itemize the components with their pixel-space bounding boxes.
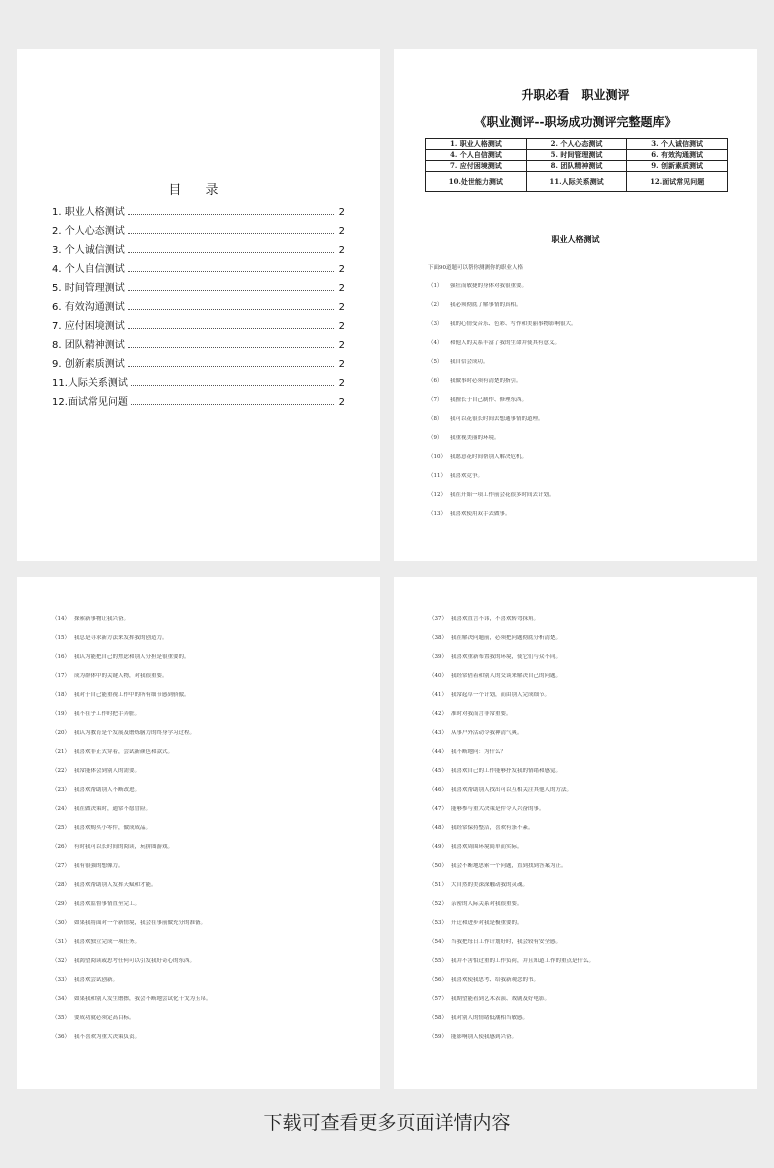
question-item bbox=[52, 806, 352, 825]
toc-item-page: 2 bbox=[338, 245, 345, 256]
question-text: 成为群体中的关键人物，对我很重要。 bbox=[74, 673, 168, 679]
question-item bbox=[52, 749, 352, 768]
question-number: （18） bbox=[52, 692, 70, 698]
question-text: 探索新事物让我兴奋。 bbox=[74, 616, 130, 622]
toc-item-label: 3. 个人诚信测试 bbox=[52, 245, 125, 256]
toc-list bbox=[52, 199, 345, 408]
question-item bbox=[429, 958, 729, 977]
question-item bbox=[52, 1034, 352, 1053]
question-text: 要成功就必须定高目标。 bbox=[74, 1015, 135, 1021]
question-text: 我常起草一个计划，而由别人完成细节。 bbox=[451, 692, 551, 698]
question-item bbox=[428, 359, 728, 378]
toc-item[interactable] bbox=[52, 237, 345, 256]
question-text: 我常能体会到别人的需要。 bbox=[74, 768, 141, 774]
question-number: （14） bbox=[52, 616, 70, 622]
question-item bbox=[428, 397, 728, 416]
category-cell: 11.人际关系测试 bbox=[526, 172, 627, 192]
toc-leader-dots bbox=[128, 271, 334, 272]
question-text: 我喜欢帮助别人发挥天赋和才能。 bbox=[74, 882, 157, 888]
question-number: （48） bbox=[429, 825, 447, 831]
question-item bbox=[52, 654, 352, 673]
question-number: （5） bbox=[428, 359, 443, 365]
question-item bbox=[52, 996, 352, 1015]
question-item bbox=[429, 863, 729, 882]
question-text: 我愿意花时间帮别人解决危机。 bbox=[450, 454, 528, 460]
category-cell: 1. 职业人格测试 bbox=[426, 139, 527, 150]
toc-item[interactable] bbox=[52, 313, 345, 332]
toc-item[interactable] bbox=[52, 218, 345, 237]
question-item bbox=[428, 378, 728, 397]
question-number: （44） bbox=[429, 749, 447, 755]
question-text: 我喜欢使用双手去做事。 bbox=[450, 511, 511, 517]
question-item bbox=[429, 901, 729, 920]
question-number: （54） bbox=[429, 939, 447, 945]
toc-item-page: 2 bbox=[338, 340, 345, 351]
question-item bbox=[429, 825, 729, 844]
question-number: （6） bbox=[428, 378, 443, 384]
toc-page bbox=[17, 49, 380, 561]
category-cell: 4. 个人自信测试 bbox=[426, 150, 527, 161]
question-number: （24） bbox=[52, 806, 70, 812]
question-text: 我在解决问题前，必须把问题彻底分析清楚。 bbox=[451, 635, 562, 641]
question-item bbox=[429, 1034, 729, 1053]
toc-item-page: 2 bbox=[338, 378, 345, 389]
question-item bbox=[429, 806, 729, 825]
question-item bbox=[428, 321, 728, 340]
question-item bbox=[428, 283, 728, 302]
question-number: （59） bbox=[429, 1034, 447, 1040]
question-text: 我期望能看到艺术表演、戏剧及好电影。 bbox=[451, 996, 551, 1002]
question-text: 强壮而敏捷的身体对我很重要。 bbox=[450, 283, 528, 289]
question-text: 我喜欢独立完成一项任务。 bbox=[74, 939, 141, 945]
toc-leader-dots bbox=[131, 385, 334, 386]
toc-item-label: 11.人际关系测试 bbox=[52, 378, 128, 389]
question-item bbox=[429, 673, 729, 692]
question-item bbox=[52, 882, 352, 901]
question-number: （22） bbox=[52, 768, 70, 774]
toc-item[interactable] bbox=[52, 256, 345, 275]
question-text: 我不在乎工作时把手弄脏。 bbox=[74, 711, 141, 717]
toc-item-page: 2 bbox=[338, 283, 345, 294]
question-item bbox=[52, 711, 352, 730]
footer-download-note: 下载可查看更多页面详情内容 bbox=[263, 1112, 511, 1134]
question-list bbox=[52, 616, 352, 1053]
question-number: （45） bbox=[429, 768, 447, 774]
toc-item-page: 2 bbox=[338, 207, 345, 218]
question-list bbox=[429, 616, 729, 1053]
question-item bbox=[429, 635, 729, 654]
question-item bbox=[429, 730, 729, 749]
question-text: 我有很强的想像力。 bbox=[74, 863, 124, 869]
toc-title: 目 录 bbox=[168, 183, 229, 198]
question-item bbox=[52, 768, 352, 787]
category-cell: 7. 应付困境测试 bbox=[426, 161, 527, 172]
category-row bbox=[426, 139, 728, 150]
question-text: 有时我可以长时间的阅读，玩拼图游戏。 bbox=[74, 844, 174, 850]
question-item bbox=[52, 939, 352, 958]
question-number: （17） bbox=[52, 673, 70, 679]
toc-item[interactable] bbox=[52, 332, 345, 351]
toc-item[interactable] bbox=[52, 294, 345, 313]
toc-leader-dots bbox=[128, 233, 334, 234]
category-cell: 10.处世能力测试 bbox=[426, 172, 527, 192]
toc-item-page: 2 bbox=[338, 226, 345, 237]
section-title: 职业人格测试 bbox=[551, 235, 600, 244]
question-number: （4） bbox=[428, 340, 443, 346]
question-text: 如果我将面对一个新情境，我会在事前做充分的准备。 bbox=[74, 920, 207, 926]
question-item bbox=[428, 416, 728, 435]
question-number: （13） bbox=[428, 511, 446, 517]
question-text: 我喜欢监督事情直至完工。 bbox=[74, 901, 141, 907]
question-number: （30） bbox=[52, 920, 70, 926]
toc-leader-dots bbox=[128, 366, 334, 367]
question-text: 我认为教育是个发展及磨炼脑力的终身学习过程。 bbox=[74, 730, 196, 736]
question-item bbox=[52, 1015, 352, 1034]
question-number: （55） bbox=[429, 958, 447, 964]
question-text: 我擅长于自己制作、修理东西。 bbox=[450, 397, 528, 403]
question-text: 我做事时必须有清楚的指引。 bbox=[450, 378, 522, 384]
question-number: （53） bbox=[429, 920, 447, 926]
question-list bbox=[428, 283, 728, 530]
question-text: 和他人的关系丰富了我的生命并使其有意义。 bbox=[450, 340, 561, 346]
category-table bbox=[425, 138, 728, 192]
question-number: （12） bbox=[428, 492, 446, 498]
question-item bbox=[429, 1015, 729, 1034]
question-number: （37） bbox=[429, 616, 447, 622]
question-number: （20） bbox=[52, 730, 70, 736]
document-title: 《职业测评--职场成功测评完整题库》 bbox=[474, 115, 677, 129]
question-text: 升迁和进步对我是极重要的。 bbox=[451, 920, 523, 926]
question-text: 我并不害怕过重的工作负荷，并且知道工作的重点是什么。 bbox=[451, 958, 595, 964]
question-number: （2） bbox=[428, 302, 443, 308]
toc-item-label: 6. 有效沟通测试 bbox=[52, 302, 125, 313]
question-item bbox=[52, 920, 352, 939]
question-number: （58） bbox=[429, 1015, 447, 1021]
question-number: （7） bbox=[428, 397, 443, 403]
toc-leader-dots bbox=[131, 404, 334, 405]
page-heading: 升职必看 职业测评 bbox=[521, 88, 630, 102]
toc-leader-dots bbox=[128, 214, 334, 215]
question-item bbox=[52, 863, 352, 882]
toc-leader-dots bbox=[128, 290, 334, 291]
question-number: （49） bbox=[429, 844, 447, 850]
toc-item[interactable] bbox=[52, 199, 345, 218]
question-item bbox=[429, 882, 729, 901]
question-text: 我在开始一项工作前会花很多时间去计划。 bbox=[450, 492, 555, 498]
question-number: （33） bbox=[52, 977, 70, 983]
questions-page-3 bbox=[394, 577, 757, 1089]
toc-item-label: 4. 个人自信测试 bbox=[52, 264, 125, 275]
question-text: 我喜欢购买小零件，做成成品。 bbox=[74, 825, 152, 831]
question-item bbox=[428, 340, 728, 359]
question-item bbox=[429, 787, 729, 806]
question-item bbox=[429, 654, 729, 673]
question-text: 我认为能把自己的焦虑和别人分担是很重要的。 bbox=[74, 654, 190, 660]
question-text: 我可以花很长时间去想通事情的道理。 bbox=[450, 416, 544, 422]
question-number: （16） bbox=[52, 654, 70, 660]
question-item bbox=[429, 692, 729, 711]
category-cell: 5. 时间管理测试 bbox=[526, 150, 627, 161]
question-item bbox=[52, 692, 352, 711]
question-number: （57） bbox=[429, 996, 447, 1002]
question-text: 我的心情受音乐、色彩、写作和美丽事物影响很大。 bbox=[450, 321, 577, 327]
question-number: （35） bbox=[52, 1015, 70, 1021]
toc-leader-dots bbox=[128, 309, 334, 310]
toc-item-label: 5. 时间管理测试 bbox=[52, 283, 125, 294]
question-text: 我喜欢帮助别人找出可以互相关注其他人的方法。 bbox=[451, 787, 573, 793]
category-cell: 2. 个人心态测试 bbox=[526, 139, 627, 150]
category-row bbox=[426, 150, 728, 161]
question-number: （51） bbox=[429, 882, 447, 888]
question-text: 从事户外活动令我神清气爽。 bbox=[451, 730, 523, 736]
question-item bbox=[428, 473, 728, 492]
question-number: （28） bbox=[52, 882, 70, 888]
question-item bbox=[429, 768, 729, 787]
question-item bbox=[429, 616, 729, 635]
question-text: 我不喜欢为重大决策负责。 bbox=[74, 1034, 141, 1040]
category-cell: 9. 创新素质测试 bbox=[627, 161, 728, 172]
question-item bbox=[52, 901, 352, 920]
question-number: （34） bbox=[52, 996, 70, 1002]
question-number: （32） bbox=[52, 958, 70, 964]
toc-item[interactable] bbox=[52, 389, 345, 408]
question-item bbox=[52, 616, 352, 635]
question-text: 我经常保持整洁，喜欢有条不紊。 bbox=[451, 825, 534, 831]
question-item bbox=[52, 844, 352, 863]
question-text: 我在做决策时，通常不愿冒险。 bbox=[74, 806, 152, 812]
question-number: （3） bbox=[428, 321, 443, 327]
question-text: 我喜欢帮助别人不断改进。 bbox=[74, 787, 141, 793]
toc-item-page: 2 bbox=[338, 302, 345, 313]
toc-item[interactable] bbox=[52, 370, 345, 389]
question-number: （50） bbox=[429, 863, 447, 869]
question-item bbox=[429, 939, 729, 958]
question-item bbox=[429, 749, 729, 768]
question-number: （43） bbox=[429, 730, 447, 736]
question-item bbox=[52, 977, 352, 996]
category-cell: 8. 团队精神测试 bbox=[526, 161, 627, 172]
toc-item-label: 8. 团队精神测试 bbox=[52, 340, 125, 351]
question-text: 我喜欢竞争。 bbox=[450, 473, 484, 479]
question-number: （40） bbox=[429, 673, 447, 679]
question-number: （38） bbox=[429, 635, 447, 641]
question-number: （10） bbox=[428, 454, 446, 460]
question-text: 我会不断地思索一个问题，直到找到答案为止。 bbox=[451, 863, 567, 869]
question-number: （36） bbox=[52, 1034, 70, 1040]
category-row bbox=[426, 161, 728, 172]
toc-item-label: 7. 应付困境测试 bbox=[52, 321, 125, 332]
question-text: 我重视美丽的环境。 bbox=[450, 435, 500, 441]
question-text: 我总是寻求新方法来发挥我的创造力。 bbox=[74, 635, 168, 641]
question-text: 我喜欢使我思考、给我新观念的书。 bbox=[451, 977, 540, 983]
test-intro-page bbox=[394, 49, 757, 561]
question-text: 能够参与重大决策是件令人兴奋的事。 bbox=[451, 806, 545, 812]
category-cell: 3. 个人诚信测试 bbox=[627, 139, 728, 150]
question-text: 我渴望阅读或思考任何可以引发我好奇心的东西。 bbox=[74, 958, 196, 964]
question-text: 准时对我而言非常重要。 bbox=[451, 711, 512, 717]
question-text: 我喜欢自己的工作能够抒发我的情绪和感觉。 bbox=[451, 768, 562, 774]
question-text: 我喜欢非正式穿着，尝试新颜色和款式。 bbox=[74, 749, 174, 755]
question-text: 我喜欢直言不讳，不喜欢转弯抹角。 bbox=[451, 616, 540, 622]
question-item bbox=[429, 920, 729, 939]
question-text: 我喜欢尝试创新。 bbox=[74, 977, 119, 983]
question-number: （19） bbox=[52, 711, 70, 717]
question-text: 我自信会成功。 bbox=[450, 359, 489, 365]
category-row bbox=[426, 172, 728, 192]
question-item bbox=[428, 454, 728, 473]
category-cell: 6. 有效沟通测试 bbox=[627, 150, 728, 161]
question-number: （25） bbox=[52, 825, 70, 831]
toc-item[interactable] bbox=[52, 275, 345, 294]
question-number: （1） bbox=[428, 283, 443, 289]
question-number: （21） bbox=[52, 749, 70, 755]
toc-item-page: 2 bbox=[338, 359, 345, 370]
toc-item[interactable] bbox=[52, 351, 345, 370]
question-item bbox=[428, 492, 728, 511]
question-text: 我喜欢重新布置我的环境，使它们与众不同。 bbox=[451, 654, 562, 660]
question-item bbox=[428, 302, 728, 321]
question-item bbox=[52, 635, 352, 654]
question-text: 如果我和别人发生磨擦，我会不断地尝试化干戈为玉帛。 bbox=[74, 996, 212, 1002]
question-number: （9） bbox=[428, 435, 443, 441]
questions-page-2 bbox=[17, 577, 380, 1089]
question-number: （15） bbox=[52, 635, 70, 641]
question-text: 我必须彻底了解事情的真相。 bbox=[450, 302, 522, 308]
question-number: （39） bbox=[429, 654, 447, 660]
question-number: （31） bbox=[52, 939, 70, 945]
category-cell: 12.面试常见问题 bbox=[627, 172, 728, 192]
question-number: （11） bbox=[428, 473, 446, 479]
question-text: 亲密的人际关系对我很重要。 bbox=[451, 901, 523, 907]
question-number: （23） bbox=[52, 787, 70, 793]
question-item bbox=[428, 511, 728, 530]
question-number: （56） bbox=[429, 977, 447, 983]
question-item bbox=[52, 825, 352, 844]
question-text: 我喜欢周围环境简单而实际。 bbox=[451, 844, 523, 850]
toc-item-page: 2 bbox=[338, 397, 345, 408]
toc-leader-dots bbox=[128, 347, 334, 348]
question-text: 我对别人的情绪低潮相当敏感。 bbox=[451, 1015, 529, 1021]
question-number: （27） bbox=[52, 863, 70, 869]
question-number: （29） bbox=[52, 901, 70, 907]
question-item bbox=[52, 673, 352, 692]
question-text: 能影响别人使我感到兴奋。 bbox=[451, 1034, 518, 1040]
toc-item-label: 12.面试常见问题 bbox=[52, 397, 128, 408]
question-item bbox=[52, 730, 352, 749]
question-text: 我不断地问：为什么？ bbox=[451, 749, 507, 755]
question-number: （26） bbox=[52, 844, 70, 850]
toc-item-label: 2. 个人心态测试 bbox=[52, 226, 125, 237]
toc-item-label: 9. 创新素质测试 bbox=[52, 359, 125, 370]
question-item bbox=[52, 787, 352, 806]
question-number: （42） bbox=[429, 711, 447, 717]
question-item bbox=[429, 996, 729, 1015]
question-number: （8） bbox=[428, 416, 443, 422]
question-number: （47） bbox=[429, 806, 447, 812]
question-item bbox=[429, 711, 729, 730]
toc-leader-dots bbox=[128, 252, 334, 253]
question-text: 大自然的美深深触动我的灵魂。 bbox=[451, 882, 529, 888]
question-item bbox=[428, 435, 728, 454]
question-item bbox=[429, 977, 729, 996]
question-number: （52） bbox=[429, 901, 447, 907]
question-item bbox=[52, 958, 352, 977]
toc-item-page: 2 bbox=[338, 264, 345, 275]
toc-item-page: 2 bbox=[338, 321, 345, 332]
question-text: 我对于自己能重视工作中的所有细节感到骄傲。 bbox=[74, 692, 190, 698]
question-text: 我经常借着和别人的交谈来解决自己的问题。 bbox=[451, 673, 562, 679]
toc-item-label: 1. 职业人格测试 bbox=[52, 207, 125, 218]
question-number: （41） bbox=[429, 692, 447, 698]
question-text: 当我把每日工作计划好时，我会较有安全感。 bbox=[451, 939, 562, 945]
question-item bbox=[429, 844, 729, 863]
section-intro: 下面90道题可以帮你测测你的职业人格 bbox=[428, 265, 523, 271]
question-number: （46） bbox=[429, 787, 447, 793]
toc-leader-dots bbox=[128, 328, 334, 329]
